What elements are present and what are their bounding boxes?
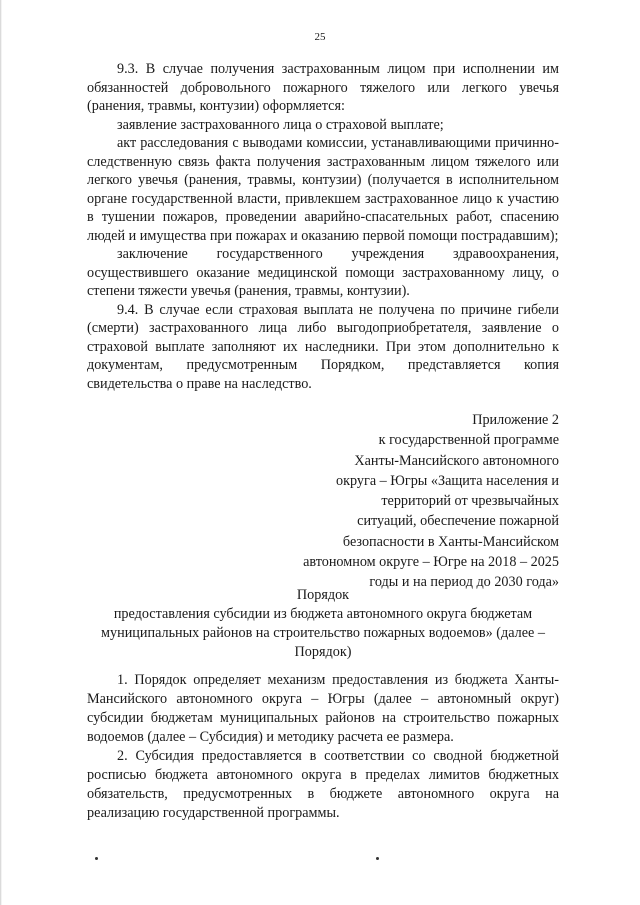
order-paragraph-2: 2. Субсидия предоставляется в соответствии со сводной бюджетной росписью бюджета автономного округа в пределах лимитов бюджетных обязательств, предусмотренных в бюджете автономного округа на реализацию государственной программы. [87, 748, 559, 821]
order-subtitle-line: предоставления субсидии из бюджета автономного округа бюджетам [113, 606, 533, 622]
paragraph-9-3: 9.3. В случае получения застрахованным лицом при исполнении им обязанностей добровольного пожарного тяжелого или легкого увечья (ранения, травмы, контузии) оформляется: [87, 61, 559, 114]
appendix-line: безопасности в Ханты-Мансийском [342, 533, 559, 550]
order-title: Порядок [296, 587, 350, 603]
appendix-line: округа – Югры «Защита населения и [336, 472, 559, 489]
page-number: 25 [314, 31, 326, 43]
order-paragraph-1: 1. Порядок определяет механизм предоставления из бюджета Ханты-Мансийского автономного округа – Югры (далее – автономный округ) субсидии бюджетам муниципальных районов на строительство пожарных водоемов (далее – Субсидия) и методику расчета ее размера. [87, 672, 559, 745]
appendix-line: годы и на период до 2030 года» [369, 574, 559, 591]
appendix-line: ситуаций, обеспечение пожарной [357, 513, 559, 530]
appendix-line: Ханты-Мансийского автономного [354, 452, 559, 469]
paragraph-medical-conclusion: заключение государственного учреждения здравоохранения, осуществившего оказание медицинской помощи застрахованному лицу, о степени тяжести увечья (ранения, травмы, контузии). [87, 246, 559, 299]
appendix-line: к государственной программе [378, 432, 559, 449]
paragraph-claim-statement: заявление застрахованного лица о страховой выплате; [117, 116, 444, 133]
appendix-line: Приложение 2 [472, 412, 559, 428]
section-9-text [87, 60, 559, 393]
appendix-line: автономном округе – Югре на 2018 – 2025 [303, 554, 559, 571]
paragraph-investigation-act: акт расследования с выводами комиссии, устанавливающими причинно-следственную связь факта получения застрахованным лицом тяжелого или легкого увечья (ранения, травмы, контузии) (получается в исполнительном органе государственной власти, привлекшем застрахованное лицо к участию в тушении пожаров, проведении аварийно-спасательных работ, спасению людей и имущества при пожарах и оказанию первой помощи пострадавшим); [87, 135, 559, 244]
order-subtitle-line: муниципальных районов на строительство пожарных водоемов» (далее – [101, 625, 545, 641]
order-body [87, 671, 559, 823]
scan-mark [95, 857, 98, 860]
scan-edge [0, 0, 2, 905]
order-subtitle-line: Порядок) [294, 644, 352, 660]
scan-mark [376, 857, 379, 860]
appendix-line: территорий от чрезвычайных [381, 493, 559, 510]
order-title-block [87, 586, 559, 662]
paragraph-9-4: 9.4. В случае если страховая выплата не получена по причине гибели (смерти) застрахованного лица либо выгодоприобретателя, заявление о страховой выплате заполняют их наследники. При этом дополнительно к документам, предусмотренным Порядком, представляется копия свидетельства о праве на наследство. [87, 301, 559, 392]
appendix-header [259, 410, 559, 593]
